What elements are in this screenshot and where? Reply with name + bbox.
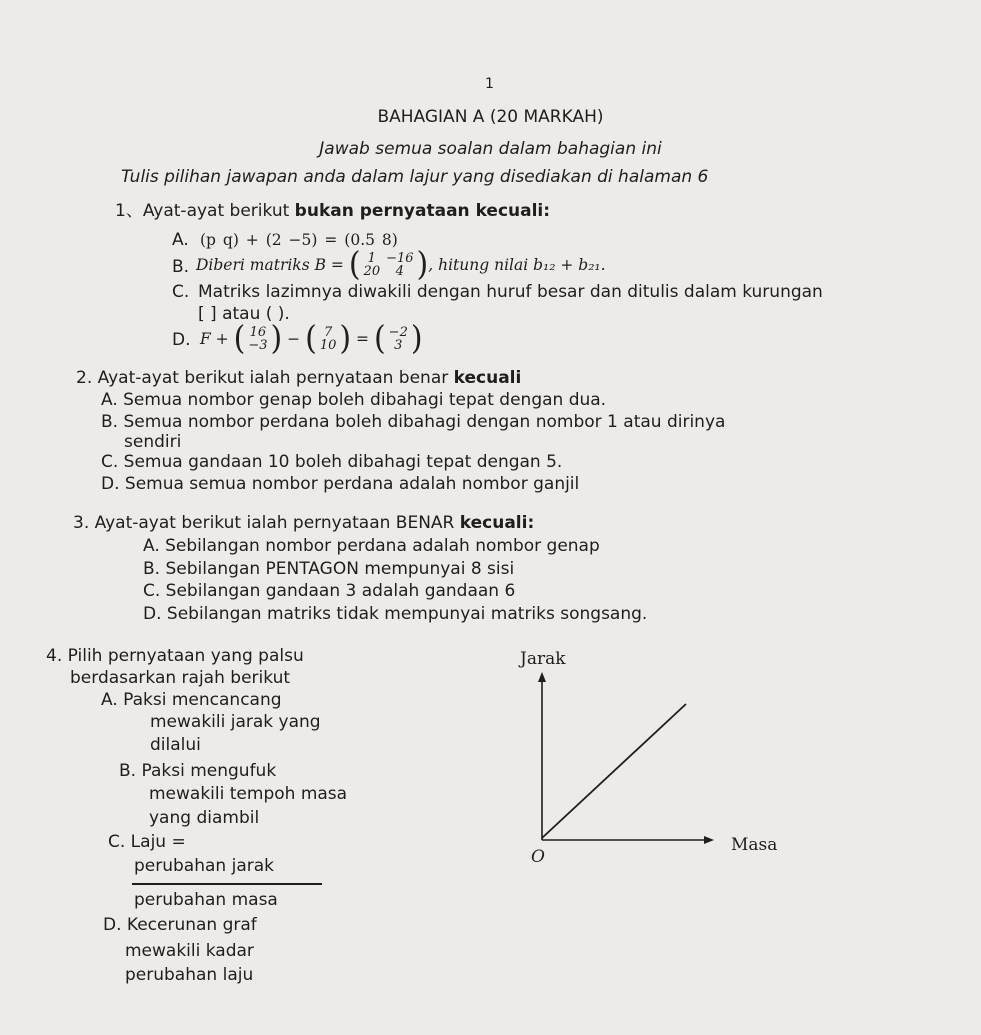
q4-option-b-line3: yang diambil [149,808,260,828]
q1-vector-3: ( −2 3 ) [373,319,423,358]
q1-option-d-prefix: F + [200,330,229,348]
section-title: BAHAGIAN A (20 MARKAH) [377,107,604,127]
q1-option-c-line1: Matriks lazimnya diwakili dengan huruf besar dan ditulis dalam kurungan [198,282,823,302]
q1-stem-bold: bukan pernyataan kecuali: [294,201,551,221]
q4-stem-line2: berdasarkan rajah berikut [70,668,291,688]
q4-option-d-line2: mewakili kadar [125,941,254,961]
q1-vector-1: ( 16 −3 ) [233,319,283,358]
y-axis-arrow-icon [538,672,546,682]
q4-fraction-denominator: perubahan masa [134,890,278,910]
vector-cell: −2 [388,325,408,340]
q2-stem-bold: kecuali [453,368,522,388]
matrix-cell: 1 [367,251,376,266]
x-axis-arrow-icon [704,836,714,844]
graph-y-label: Jarak [520,649,566,669]
q1-option-b [196,245,606,284]
section-subtitle: Jawab semua soalan dalam bahagian ini [319,139,662,159]
q4-option-b-line2: mewakili tempoh masa [149,784,348,804]
vector-cell: 3 [394,338,403,353]
vector-cell: 7 [323,325,333,340]
q1-option-c-line2: [ ] atau ( ). [198,304,290,324]
section-instruction: Tulis pilihan jawapan anda dalam lajur yang disediakan di halaman 6 [121,167,709,187]
q1-option-d [200,319,423,358]
q2-option-d: D. Semua semua nombor perdana adalah nombor ganjil [101,474,580,494]
vector-cell: 10 [319,338,337,353]
q3-option-b: B. Sebilangan PENTAGON mempunyai 8 sisi [143,559,515,579]
q4-fraction-bar [132,883,322,885]
graph-origin-label: O [531,847,545,867]
q1-option-b-suffix: , hitung nilai b₁₂ + b₂₁. [428,256,606,274]
q3-stem [73,513,534,533]
q1-stem-text: 1、Ayat-ayat berikut [115,201,290,221]
q2-option-c: C. Semua gandaan 10 boleh dibahagi tepat dengan 5. [101,452,563,472]
q1-vector-2: ( 7 10 ) [305,319,352,358]
page-number: 1 [485,76,494,92]
q3-stem-bold: kecuali: [459,513,535,533]
q1-option-b-prefix: Diberi matriks B = [196,256,344,274]
vector-cell: −3 [248,338,268,353]
q2-option-b-line2: sendiri [124,432,182,452]
q2-stem [76,368,521,388]
q1-matrix-b: ( 1 −16 20 4 ) [348,245,429,284]
graph-line [542,704,686,838]
q4-option-a-line1: A. Paksi mencancang [101,690,282,710]
q4-fraction-numerator: perubahan jarak [134,856,274,876]
q4-stem-line1: 4. Pilih pernyataan yang palsu [46,646,304,666]
q4-option-d-line3: perubahan laju [125,965,254,985]
distance-time-graph [500,640,800,880]
q3-option-d: D. Sebilangan matriks tidak mempunyai matriks songsang. [143,604,648,624]
q1-stem [115,196,550,221]
matrix-cell: 4 [395,264,404,279]
q1-option-a-label: A. [172,230,189,250]
minus-sign: − [287,330,301,348]
vector-cell: 16 [249,325,267,340]
q3-option-a: A. Sebilangan nombor perdana adalah nombor genap [143,536,600,556]
q3-stem-text: 3. Ayat-ayat berikut ialah pernyataan BENAR [73,513,455,533]
q4-option-a-line3: dilalui [150,735,201,755]
q2-stem-text: 2. Ayat-ayat berikut ialah pernyataan benar [76,368,449,388]
q1-option-d-label: D. [172,330,191,350]
equals-sign: = [356,330,370,348]
q4-option-c-line1: C. Laju = [108,832,186,852]
q1-option-a-expr: (p q) + (2 −5) = (0.5 8) [200,231,398,249]
q2-option-b-line1: B. Semua nombor perdana boleh dibahagi dengan nombor 1 atau dirinya [101,412,726,432]
q1-option-b-label: B. [172,257,190,277]
q4-option-d-line1: D. Kecerunan graf [103,915,257,935]
graph-x-label: Masa [731,835,778,855]
matrix-cell: −16 [386,251,414,266]
q4-option-a-line2: mewakili jarak yang [150,712,321,732]
q3-option-c: C. Sebilangan gandaan 3 adalah gandaan 6 [143,581,516,601]
q1-option-c-label: C. [172,282,190,302]
q2-option-a: A. Semua nombor genap boleh dibahagi tepat dengan dua. [101,390,607,410]
matrix-cell: 20 [363,264,381,279]
q4-option-b-line1: B. Paksi mengufuk [119,761,277,781]
